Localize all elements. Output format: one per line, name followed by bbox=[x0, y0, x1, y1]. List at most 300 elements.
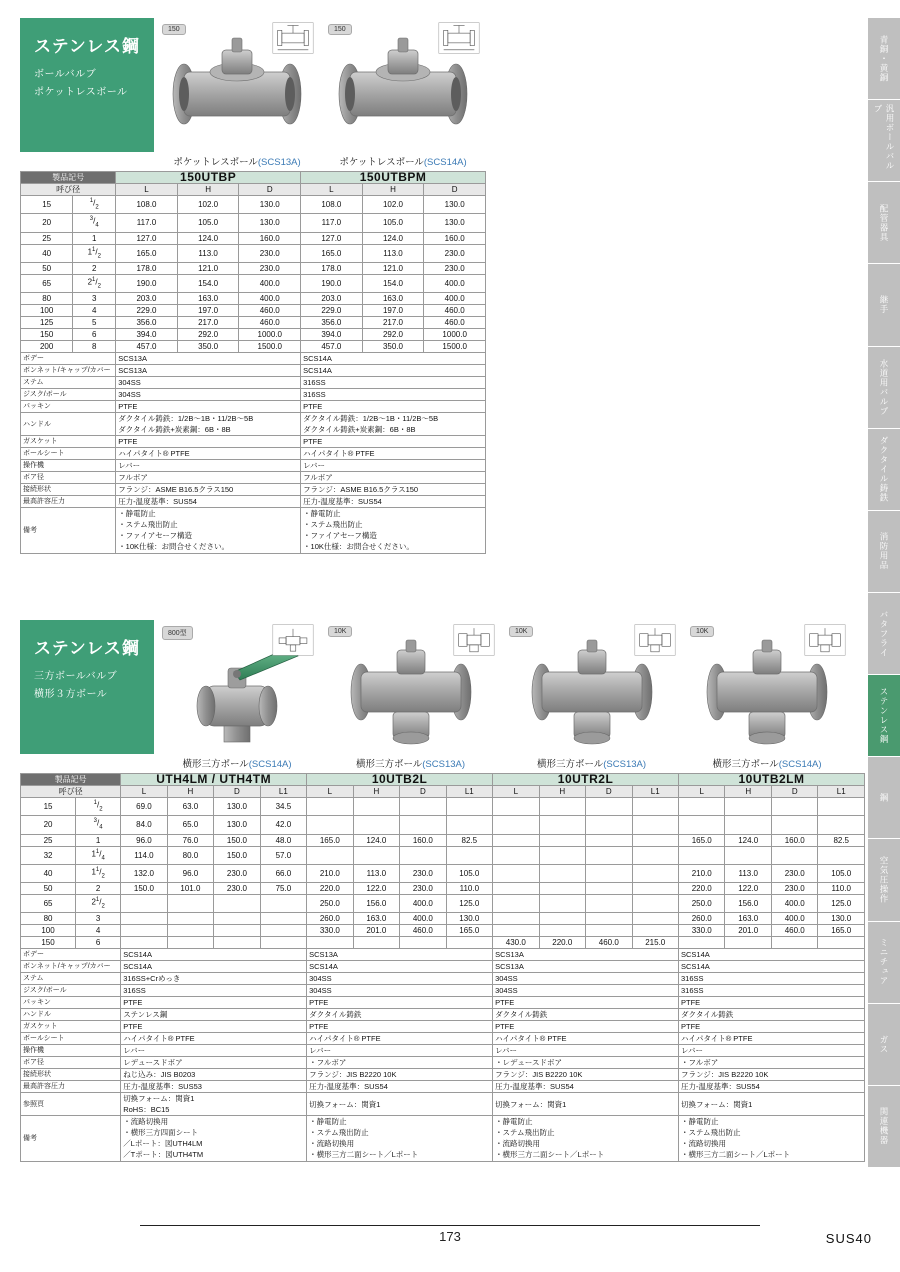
pressure-badge: 150 bbox=[328, 24, 352, 35]
side-tab-label: 水道用バルブ bbox=[879, 358, 889, 416]
spec-row bbox=[21, 985, 865, 997]
spec-value: レバー bbox=[121, 1045, 307, 1057]
dim-cell bbox=[725, 846, 771, 864]
dim-cell: 394.0 bbox=[301, 329, 363, 341]
table-row bbox=[21, 816, 865, 834]
dim-cell: 102.0 bbox=[177, 196, 239, 214]
dim-cell: 105.0 bbox=[446, 864, 492, 882]
remarks-value: ・静電防止 ・ステム飛出防止 ・ファイアセーフ構造 ・10K仕様：お問合せください。 bbox=[116, 508, 301, 554]
size-inch: 1 bbox=[73, 232, 116, 244]
spec-value: フルボア bbox=[301, 472, 486, 484]
remarks-row bbox=[21, 1116, 865, 1162]
dim-cell: 113.0 bbox=[725, 864, 771, 882]
col-header-1-3: L1 bbox=[446, 786, 492, 798]
page-rule bbox=[140, 1225, 760, 1226]
dim-cell bbox=[167, 937, 213, 949]
spec-row bbox=[21, 949, 865, 961]
dim-cell bbox=[539, 846, 585, 864]
table-row bbox=[21, 846, 865, 864]
spec-value: ステンレス鋼 bbox=[121, 1009, 307, 1021]
table-row bbox=[21, 913, 865, 925]
spec-value: ダクタイル鋳鉄：1/2B～1B・11/2B～5B ダクタイル鋳鉄+炭素鋼：6B・8B bbox=[301, 413, 486, 436]
dim-cell bbox=[679, 846, 725, 864]
spec-label: 接続形状 bbox=[21, 1069, 121, 1081]
caption-code: (SCS14A) bbox=[248, 759, 292, 770]
side-tab-2[interactable] bbox=[868, 182, 900, 264]
spec-value: 304SS bbox=[116, 377, 301, 389]
dim-cell bbox=[771, 937, 817, 949]
spec-row bbox=[21, 1045, 865, 1057]
spec-row bbox=[21, 472, 486, 484]
section1-title: ステンレス鋼 bbox=[34, 37, 140, 56]
caption-code: (SCS14A) bbox=[778, 759, 822, 770]
dim-cell: 230.0 bbox=[771, 883, 817, 895]
spec-value: 304SS bbox=[493, 985, 679, 997]
table-row bbox=[21, 895, 865, 913]
col-header-1-1: H bbox=[353, 786, 399, 798]
side-tab-label: 鋼 bbox=[879, 793, 889, 803]
dim-cell: 163.0 bbox=[353, 913, 399, 925]
dim-cell: 201.0 bbox=[353, 925, 399, 937]
dim-cell: 460.0 bbox=[400, 925, 446, 937]
side-tab-0[interactable] bbox=[868, 18, 900, 100]
product-photo-6 bbox=[682, 620, 852, 754]
spec-value: PTFE bbox=[679, 997, 865, 1009]
caption-text: 横形三方ボール bbox=[182, 759, 249, 770]
model-header-2: 10UTR2L bbox=[493, 774, 679, 786]
section1-subtitle2: ポケットレスボール bbox=[34, 87, 128, 98]
dim-cell: 220.0 bbox=[539, 937, 585, 949]
col-header-3-1: H bbox=[725, 786, 771, 798]
dim-cell bbox=[353, 937, 399, 949]
spec-value: 316SS bbox=[301, 377, 486, 389]
dim-cell: 356.0 bbox=[116, 317, 178, 329]
dim-cell: 430.0 bbox=[493, 937, 539, 949]
spec-value: 切換フォーム：関資1 bbox=[307, 1093, 493, 1116]
spec-row bbox=[21, 365, 486, 377]
spec-value: ダクタイル鋳鉄 bbox=[493, 1009, 679, 1021]
dim-cell: 163.0 bbox=[177, 293, 239, 305]
dim-cell: 130.0 bbox=[424, 214, 486, 232]
dim-cell: 105.0 bbox=[177, 214, 239, 232]
dim-cell bbox=[771, 846, 817, 864]
section2-header-row bbox=[20, 620, 865, 770]
table-row bbox=[21, 329, 486, 341]
dim-cell: 165.0 bbox=[116, 244, 178, 262]
dim-cell: 165.0 bbox=[307, 834, 353, 846]
dim-cell: 130.0 bbox=[446, 913, 492, 925]
dim-cell: 400.0 bbox=[239, 293, 301, 305]
dim-cell: 96.0 bbox=[167, 864, 213, 882]
dim-cell bbox=[493, 834, 539, 846]
page-number: 173 bbox=[439, 1229, 461, 1244]
dim-cell: 460.0 bbox=[424, 305, 486, 317]
dim-cell bbox=[493, 883, 539, 895]
spec-value: 圧力-温度基準：SUS54 bbox=[301, 496, 486, 508]
remarks-value: ・静電防止 ・ステム飛出防止 ・流路切換用 ・横形三方二面シート／Lポート bbox=[307, 1116, 493, 1162]
model-header-0: UTH4LM / UTH4TM bbox=[121, 774, 307, 786]
dim-cell: 114.0 bbox=[121, 846, 167, 864]
size-inch: $2^1/_2$ bbox=[73, 274, 116, 292]
pressure-badge: 10K bbox=[509, 626, 533, 637]
dim-cell: 80.0 bbox=[167, 846, 213, 864]
dim-cell bbox=[632, 925, 678, 937]
dim-cell: 460.0 bbox=[424, 317, 486, 329]
dim-cell bbox=[586, 895, 632, 913]
table-row bbox=[21, 262, 486, 274]
dim-cell bbox=[586, 913, 632, 925]
side-tab-label: 青銅・黄銅 bbox=[879, 34, 889, 83]
spec-value: フランジ：ASME B16.5クラス150 bbox=[116, 484, 301, 496]
dim-cell: 108.0 bbox=[116, 196, 178, 214]
dim-cell: 230.0 bbox=[400, 864, 446, 882]
dim-cell bbox=[539, 883, 585, 895]
spec-value: ハイパタイト® PTFE bbox=[307, 1033, 493, 1045]
dim-cell bbox=[539, 895, 585, 913]
col-header-3-2: D bbox=[771, 786, 817, 798]
size-inch: 6 bbox=[73, 329, 116, 341]
size-inch: 3 bbox=[76, 913, 121, 925]
spec-value: ねじ込み：JIS B0203 bbox=[121, 1069, 307, 1081]
dim-cell bbox=[400, 816, 446, 834]
dim-cell bbox=[121, 925, 167, 937]
model-header-1: 10UTB2L bbox=[307, 774, 493, 786]
side-tab-7[interactable] bbox=[868, 593, 900, 675]
dim-cell: 210.0 bbox=[307, 864, 353, 882]
dim-cell bbox=[725, 937, 771, 949]
dim-cell: 121.0 bbox=[177, 262, 239, 274]
col-header-0-2: D bbox=[214, 786, 260, 798]
side-tab-10[interactable] bbox=[868, 839, 900, 921]
side-tab-label: ステンレス鋼 bbox=[879, 687, 889, 745]
spec-value: PTFE bbox=[493, 1021, 679, 1033]
dim-cell: 163.0 bbox=[362, 293, 424, 305]
spec-row bbox=[21, 1093, 865, 1116]
spec-value: 304SS bbox=[307, 973, 493, 985]
pressure-badge: 800型 bbox=[162, 626, 193, 640]
side-tab-1[interactable] bbox=[868, 100, 900, 182]
caption-text: 横形三方ボール bbox=[536, 759, 604, 770]
dim-cell: 1000.0 bbox=[239, 329, 301, 341]
spec-value: SCS14A bbox=[121, 961, 307, 973]
spec-value: SCS14A bbox=[301, 365, 486, 377]
col-header-0-1: H bbox=[167, 786, 213, 798]
dim-cell bbox=[400, 937, 446, 949]
spec-value: 316SS+Crめっき bbox=[121, 973, 307, 985]
dim-cell bbox=[632, 864, 678, 882]
dim-cell: 197.0 bbox=[177, 305, 239, 317]
size-header: 呼び径 bbox=[21, 184, 116, 196]
spec-value: PTFE bbox=[307, 1021, 493, 1033]
spec-value: PTFE bbox=[116, 436, 301, 448]
dim-cell: 330.0 bbox=[307, 925, 353, 937]
dim-cell: 113.0 bbox=[177, 244, 239, 262]
dim-cell: 1500.0 bbox=[239, 341, 301, 353]
spec-value: 圧力-温度基準：SUS54 bbox=[679, 1081, 865, 1093]
dim-cell: 117.0 bbox=[301, 214, 363, 232]
spec-value: PTFE bbox=[121, 1021, 307, 1033]
product-caption-2 bbox=[320, 154, 486, 168]
size-header: 呼び径 bbox=[21, 786, 121, 798]
side-tab-4[interactable] bbox=[868, 347, 900, 429]
size-mm: 100 bbox=[21, 305, 73, 317]
caption-code: (SCS13A) bbox=[257, 157, 301, 168]
col-header-0-0: L bbox=[116, 184, 178, 196]
spec-value: SCS14A bbox=[121, 949, 307, 961]
size-mm: 200 bbox=[21, 341, 73, 353]
section2-subtitle2: 横形３方ボール bbox=[34, 689, 108, 700]
spec-value: 316SS bbox=[301, 389, 486, 401]
size-mm: 40 bbox=[21, 864, 76, 882]
dim-cell: 117.0 bbox=[116, 214, 178, 232]
dim-cell: 124.0 bbox=[353, 834, 399, 846]
dimension-diagram-icon bbox=[438, 22, 480, 54]
spec-label: 接続形状 bbox=[21, 484, 116, 496]
spec-value: レバー bbox=[679, 1045, 865, 1057]
dim-cell: 160.0 bbox=[424, 232, 486, 244]
spec-row bbox=[21, 460, 486, 472]
model-header-0: 150UTBP bbox=[116, 172, 301, 184]
side-tab-9[interactable] bbox=[868, 757, 900, 839]
dim-cell bbox=[400, 846, 446, 864]
dim-cell: 160.0 bbox=[400, 834, 446, 846]
dim-cell bbox=[632, 816, 678, 834]
dim-cell bbox=[493, 925, 539, 937]
dim-cell: 178.0 bbox=[301, 262, 363, 274]
spec-value: 316SS bbox=[121, 985, 307, 997]
dim-cell: 230.0 bbox=[214, 883, 260, 895]
model-header-3: 10UTB2LM bbox=[679, 774, 865, 786]
dim-cell bbox=[121, 895, 167, 913]
spec-value: SCS14A bbox=[307, 961, 493, 973]
spec-label: ボデー bbox=[21, 353, 116, 365]
spec-row bbox=[21, 1057, 865, 1069]
spec-value: 316SS bbox=[679, 985, 865, 997]
side-tab-label: 空気圧操作 bbox=[879, 856, 889, 904]
dim-cell: 102.0 bbox=[362, 196, 424, 214]
spec-value: ・レデュースドボア bbox=[493, 1057, 679, 1069]
dim-cell: 197.0 bbox=[362, 305, 424, 317]
spec-row bbox=[21, 1069, 865, 1081]
dim-cell bbox=[260, 913, 306, 925]
size-mm: 150 bbox=[21, 937, 76, 949]
dim-cell: 215.0 bbox=[632, 937, 678, 949]
size-mm: 50 bbox=[21, 883, 76, 895]
table-row bbox=[21, 214, 486, 232]
side-tab-6[interactable] bbox=[868, 511, 900, 593]
spec-label: パッキン bbox=[21, 997, 121, 1009]
size-inch: $^1/_2$ bbox=[76, 798, 121, 816]
dim-cell bbox=[679, 816, 725, 834]
dim-cell bbox=[818, 937, 865, 949]
remarks-row bbox=[21, 508, 486, 554]
caption-code: (SCS14A) bbox=[423, 157, 467, 168]
product-photo-3 bbox=[154, 620, 320, 754]
dim-cell: 122.0 bbox=[725, 883, 771, 895]
spec-label: ステム bbox=[21, 973, 121, 985]
side-tab-label: バタフライ bbox=[879, 609, 889, 658]
spec-value: フランジ：ASME B16.5クラス150 bbox=[301, 484, 486, 496]
spec-value: レバー bbox=[307, 1045, 493, 1057]
dim-cell bbox=[121, 913, 167, 925]
spec-label: パッキン bbox=[21, 401, 116, 413]
dim-cell: 292.0 bbox=[362, 329, 424, 341]
dim-cell bbox=[493, 895, 539, 913]
size-inch: $^3/_4$ bbox=[76, 816, 121, 834]
dim-cell: 150.0 bbox=[214, 834, 260, 846]
size-inch: 2 bbox=[76, 883, 121, 895]
dim-cell bbox=[493, 913, 539, 925]
spec-value: フルボア bbox=[116, 472, 301, 484]
dim-cell: 127.0 bbox=[116, 232, 178, 244]
caption-code: (SCS13A) bbox=[603, 759, 647, 770]
dim-cell: 260.0 bbox=[679, 913, 725, 925]
spec-label: ガスケット bbox=[21, 436, 116, 448]
side-tab-label: 配管器具 bbox=[879, 203, 889, 242]
spec-label: ボデー bbox=[21, 949, 121, 961]
size-mm: 65 bbox=[21, 895, 76, 913]
dim-cell bbox=[353, 798, 399, 816]
dim-cell: 230.0 bbox=[239, 262, 301, 274]
size-inch: 4 bbox=[76, 925, 121, 937]
dim-cell: 394.0 bbox=[116, 329, 178, 341]
model-header-1: 150UTBPM bbox=[301, 172, 486, 184]
side-tab-5[interactable] bbox=[868, 429, 900, 511]
table-row bbox=[21, 834, 865, 846]
dim-cell bbox=[214, 895, 260, 913]
spec-value: 圧力-温度基準：SUS54 bbox=[307, 1081, 493, 1093]
spec-label: ボールシート bbox=[21, 1033, 121, 1045]
dim-cell: 110.0 bbox=[446, 883, 492, 895]
dim-cell: 250.0 bbox=[679, 895, 725, 913]
remarks-value: ・静電防止 ・ステム飛出防止 ・流路切換用 ・横形三方二面シート／Lポート bbox=[493, 1116, 679, 1162]
col-header-3-0: L bbox=[679, 786, 725, 798]
spec-value: SCS14A bbox=[679, 961, 865, 973]
side-tab-11[interactable] bbox=[868, 922, 900, 1004]
side-tab-rail bbox=[868, 18, 900, 1168]
dim-cell bbox=[818, 816, 865, 834]
dimension-diagram-icon bbox=[272, 22, 314, 54]
dim-cell: 1000.0 bbox=[424, 329, 486, 341]
side-tab-label: 汎用ボールバルブ bbox=[873, 104, 895, 171]
side-tab-8[interactable] bbox=[868, 675, 900, 757]
dim-cell bbox=[586, 834, 632, 846]
dim-cell bbox=[539, 834, 585, 846]
dim-cell: 356.0 bbox=[301, 317, 363, 329]
dim-cell bbox=[632, 834, 678, 846]
spec-row bbox=[21, 377, 486, 389]
dimension-diagram-icon bbox=[804, 624, 846, 656]
dim-cell: 460.0 bbox=[771, 925, 817, 937]
side-tab-12[interactable] bbox=[868, 1004, 900, 1086]
size-inch: $^3/_4$ bbox=[73, 214, 116, 232]
col-header-2-2: D bbox=[586, 786, 632, 798]
spec-value: 切換フォーム：関資1 bbox=[493, 1093, 679, 1116]
dim-cell: 130.0 bbox=[214, 816, 260, 834]
dim-cell: 350.0 bbox=[362, 341, 424, 353]
spec-label: ジスク/ボール bbox=[21, 985, 121, 997]
dim-cell bbox=[307, 846, 353, 864]
spec-row bbox=[21, 997, 865, 1009]
dim-cell bbox=[539, 864, 585, 882]
size-mm: 25 bbox=[21, 232, 73, 244]
dim-cell: 400.0 bbox=[424, 293, 486, 305]
dim-cell bbox=[260, 937, 306, 949]
dim-cell: 230.0 bbox=[424, 262, 486, 274]
spec-value: PTFE bbox=[301, 436, 486, 448]
section-three-way-valve bbox=[20, 620, 865, 1162]
dim-cell: 82.5 bbox=[818, 834, 865, 846]
dim-cell bbox=[446, 846, 492, 864]
dim-cell: 230.0 bbox=[424, 244, 486, 262]
product-photo-5 bbox=[501, 620, 682, 754]
dim-cell: 113.0 bbox=[353, 864, 399, 882]
size-mm: 65 bbox=[21, 274, 73, 292]
dim-cell: 201.0 bbox=[725, 925, 771, 937]
dim-cell bbox=[493, 846, 539, 864]
dim-cell: 190.0 bbox=[116, 274, 178, 292]
product-caption-6 bbox=[682, 756, 852, 770]
dim-cell: 400.0 bbox=[424, 274, 486, 292]
col-header-0-0: L bbox=[121, 786, 167, 798]
col-header-2-3: L1 bbox=[632, 786, 678, 798]
size-mm: 50 bbox=[21, 262, 73, 274]
spec-value: 304SS bbox=[116, 389, 301, 401]
pressure-badge: 10K bbox=[690, 626, 714, 637]
dim-cell: 48.0 bbox=[260, 834, 306, 846]
dim-cell: 125.0 bbox=[818, 895, 865, 913]
spec-value: PTFE bbox=[307, 997, 493, 1009]
size-mm: 25 bbox=[21, 834, 76, 846]
size-inch: 3 bbox=[73, 293, 116, 305]
dim-cell bbox=[586, 846, 632, 864]
dim-cell: 124.0 bbox=[362, 232, 424, 244]
dim-cell bbox=[446, 937, 492, 949]
dim-cell: 457.0 bbox=[301, 341, 363, 353]
caption-text: ポケットレスボール bbox=[173, 157, 258, 168]
dim-cell bbox=[167, 913, 213, 925]
dim-cell: 230.0 bbox=[239, 244, 301, 262]
remarks-value: ・流路切換用 ・横形三方四面シート ／Lポート：図UTH4LM ／Tポート：図UTH4TM bbox=[121, 1116, 307, 1162]
spec-label: ボア径 bbox=[21, 472, 116, 484]
dim-cell: 124.0 bbox=[177, 232, 239, 244]
dim-cell bbox=[586, 883, 632, 895]
table-row bbox=[21, 232, 486, 244]
size-mm: 100 bbox=[21, 925, 76, 937]
spec-label: ボンネット/キャップ/カバー bbox=[21, 365, 116, 377]
dim-cell: 1500.0 bbox=[424, 341, 486, 353]
size-mm: 80 bbox=[21, 913, 76, 925]
side-tab-3[interactable] bbox=[868, 264, 900, 346]
dim-cell bbox=[214, 937, 260, 949]
spec-value: ダクタイル鋳鉄：1/2B～1B・11/2B～5B ダクタイル鋳鉄+炭素鋼：6B・8B bbox=[116, 413, 301, 436]
pressure-badge: 10K bbox=[328, 626, 352, 637]
size-mm: 15 bbox=[21, 196, 73, 214]
side-tab-13[interactable] bbox=[868, 1086, 900, 1168]
spec-value: PTFE bbox=[121, 997, 307, 1009]
spec-value: レバー bbox=[301, 460, 486, 472]
spec-value: SCS13A bbox=[493, 949, 679, 961]
spec-value: PTFE bbox=[493, 997, 679, 1009]
dim-cell: 127.0 bbox=[301, 232, 363, 244]
spec-row bbox=[21, 401, 486, 413]
product-caption-1 bbox=[154, 154, 320, 168]
side-tab-label: ダクタイル鋳鉄 bbox=[879, 436, 889, 503]
dim-cell: 350.0 bbox=[177, 341, 239, 353]
spec-value: SCS13A bbox=[116, 365, 301, 377]
col-header-3-3: L1 bbox=[818, 786, 865, 798]
dim-cell: 69.0 bbox=[121, 798, 167, 816]
